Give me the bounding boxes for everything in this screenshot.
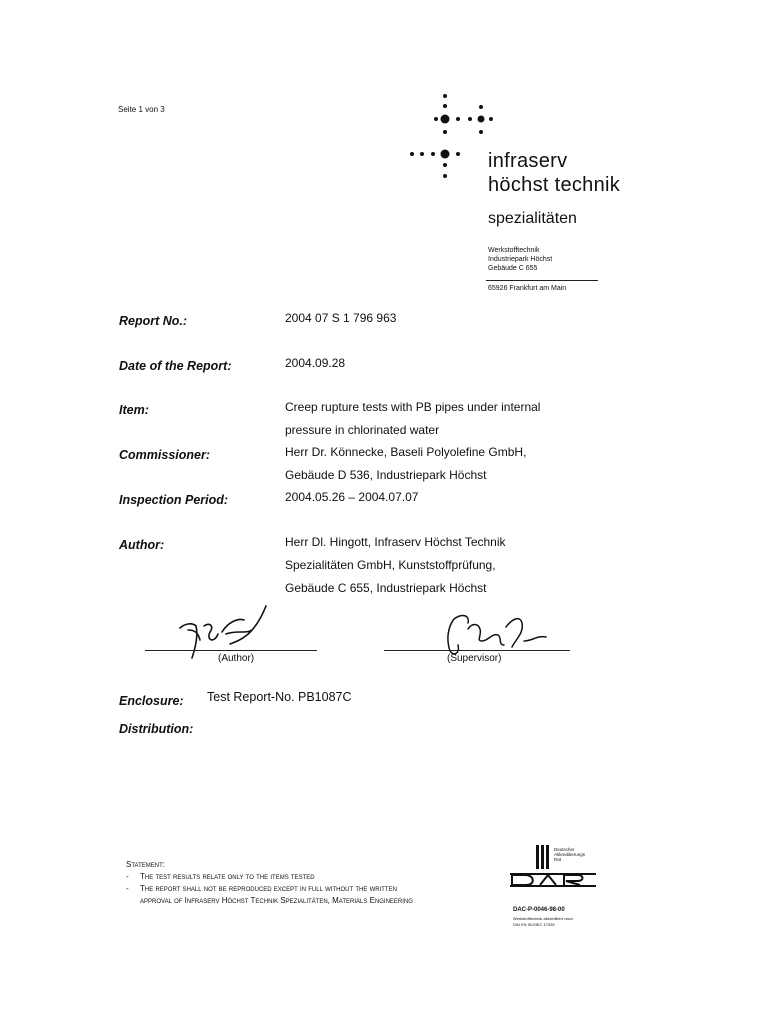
- author-label: Author:: [119, 538, 165, 552]
- accreditation-note: Werkstofftechnik akkreditiert nach: [513, 916, 573, 921]
- author-signature: [170, 600, 280, 660]
- date-value: 2004.09.28: [285, 356, 346, 370]
- item-value: pressure in chlorinated water: [285, 423, 440, 437]
- distribution-label: Distribution:: [119, 722, 194, 736]
- supervisor-signature: [440, 605, 550, 660]
- report-no-value: 2004 07 S 1 796 963: [285, 311, 397, 325]
- author-value: Gebäude C 655, Industriepark Höchst: [285, 581, 487, 595]
- inspection-period-label: Inspection Period:: [119, 493, 229, 507]
- statement-item: - The test results relate only to the items tested: [126, 872, 315, 881]
- supervisor-signature-line: [384, 650, 570, 651]
- statement-title: Statement:: [126, 860, 165, 869]
- address-line: Gebäude C 655: [488, 265, 538, 272]
- statement-item: - The report shall not be reproduced except in full without the written approval of Infraserv Höchst Technik Spezialitäten, Materials Engineering: [126, 884, 413, 905]
- company-name-line2: höchst technik: [488, 174, 621, 196]
- supervisor-caption: (Supervisor): [447, 653, 502, 664]
- accreditation-note: DIN EN ISO/IEC 17025: [513, 922, 555, 927]
- item-label: Item:: [119, 403, 149, 417]
- author-caption: (Author): [218, 653, 255, 664]
- commissioner-value: Gebäude D 536, Industriepark Höchst: [285, 468, 487, 482]
- author-value: Spezialitäten GmbH, Kunststoffprüfung,: [285, 558, 496, 572]
- inspection-period-value: 2004.05.26 – 2004.07.07: [285, 490, 419, 504]
- statement: [126, 859, 426, 907]
- company-name-line1: infraserv: [488, 150, 568, 172]
- enclosure-label: Enclosure:: [119, 694, 184, 708]
- address-line: Industriepark Höchst: [488, 256, 553, 263]
- svg-text:Rat: Rat: [554, 857, 562, 862]
- date-label: Date of the Report:: [119, 359, 232, 373]
- page-number: Seite 1 von 3: [118, 105, 165, 114]
- commissioner-value: Herr Dr. Könnecke, Baseli Polyolefine GmbH,: [285, 445, 527, 459]
- dar-accreditation-logo: [506, 843, 598, 893]
- commissioner-label: Commissioner:: [119, 448, 210, 462]
- item-value: Creep rupture tests with PB pipes under internal: [285, 400, 541, 414]
- enclosure-value: Test Report-No. PB1087C: [207, 690, 352, 704]
- company-name-line3: spezialitäten: [488, 210, 577, 227]
- svg-text:Deutscher: Deutscher: [554, 847, 575, 852]
- address-line: 65926 Frankfurt am Main: [488, 285, 567, 292]
- report-no-label: Report No.:: [119, 314, 188, 328]
- author-value: Herr Dl. Hingott, Infraserv Höchst Technik: [285, 535, 506, 549]
- address-line: Werkstofftechnik: [488, 247, 540, 254]
- accreditation-code: DAC-P-0046-98-00: [513, 907, 565, 913]
- svg-text:Akkreditierungs: Akkreditierungs: [554, 852, 586, 857]
- address-divider: [486, 280, 598, 281]
- author-signature-line: [145, 650, 317, 651]
